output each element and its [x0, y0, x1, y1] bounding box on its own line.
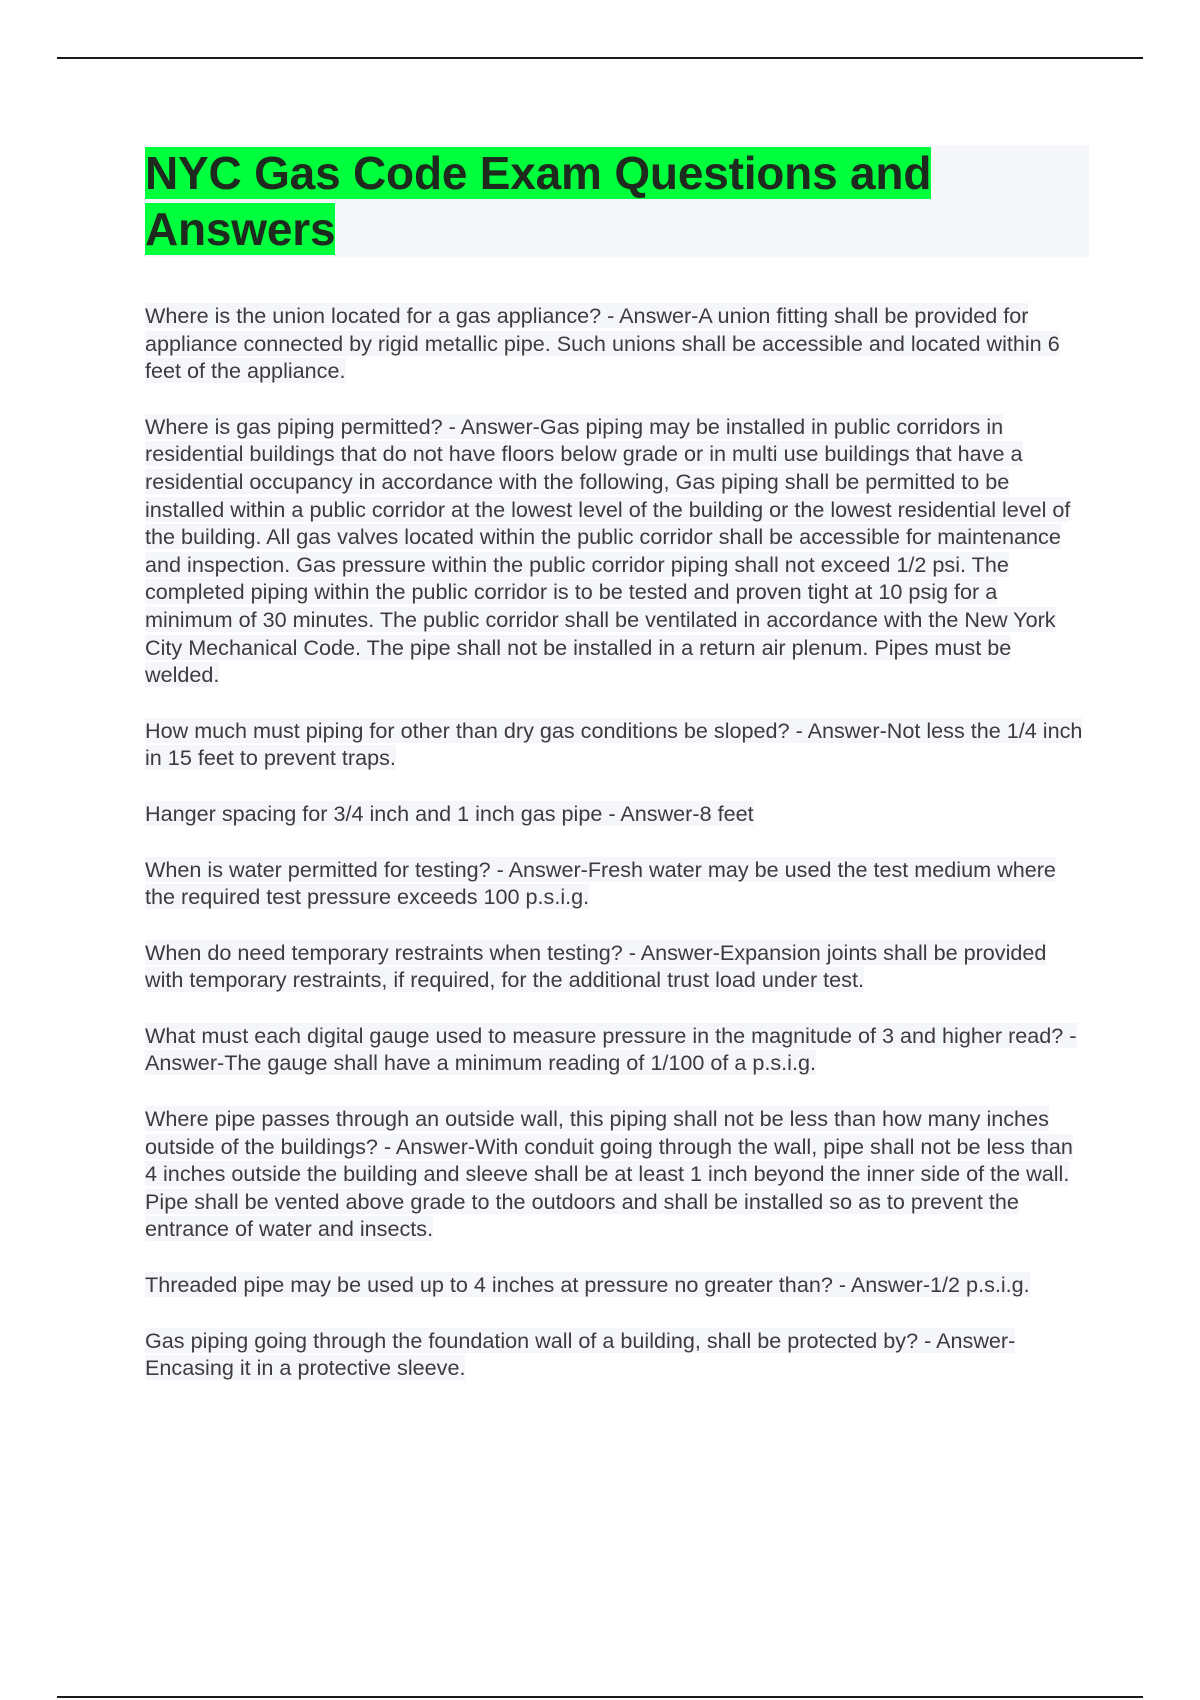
title-highlight: NYC Gas Code Exam Questions and Answers [145, 147, 932, 255]
qa-text: Threaded pipe may be used up to 4 inches at pressure no greater than? - Answer-1/2 p.s.i.g. [145, 1272, 1030, 1298]
qa-text: When is water permitted for testing? - Answer-Fresh water may be used the test medium where the required test pressure exceeds 100 p.s.i.g. [145, 856, 1056, 910]
qa-item-6 [145, 939, 1090, 994]
qa-item-8 [145, 1105, 1090, 1243]
qa-text: Where is the union located for a gas appliance? - Answer-A union fitting shall be provided for appliance connected by rigid metallic pipe. Such unions shall be accessible and located within 6 feet of the appliance. [145, 303, 1060, 384]
qa-text: Gas piping going through the foundation wall of a building, shall be protected by? - Answer-Encasing it in a protective sleeve. [145, 1327, 1016, 1381]
qa-item-2 [145, 413, 1090, 689]
qa-item-7 [145, 1022, 1090, 1077]
qa-text: Where pipe passes through an outside wall, this piping shall not be less than how many inches outside of the buildings? - Answer-With conduit going through the wall, pipe shall not be less than 4 inches outside the building and sleeve shall be at least 1 inch beyond the inner side of the wall. Pipe shall be vented above grade to the outdoors and shall be installed so as to prevent the entrance of water and insects. [145, 1106, 1073, 1242]
document-body [145, 145, 1090, 1410]
qa-text: Where is gas piping permitted? - Answer-Gas piping may be installed in public corridors in residential buildings that do not have floors below grade or in multi use buildings that have a residential occupancy in accordance with the following, Gas piping shall be permitted to be installed within a public corridor at the lowest level of the building or the lowest residential level of the building. All gas valves located within the public corridor shall be accessible for maintenance and inspection. Gas pressure within the public corridor piping shall not exceed 1/2 psi. The completed piping within the public corridor is to be tested and proven tight at 10 psig for a minimum of 30 minutes. The public corridor shall be ventilated in accordance with the New York City Mechanical Code. The pipe shall not be installed in a return air plenum. Pipes must be welded. [145, 413, 1071, 688]
page-title [145, 145, 1089, 257]
top-divider [57, 57, 1143, 59]
qa-item-3 [145, 717, 1090, 772]
qa-text: What must each digital gauge used to measure pressure in the magnitude of 3 and higher read? - Answer-The gauge shall have a minimum reading of 1/100 of a p.s.i.g. [145, 1022, 1077, 1076]
qa-text: How much must piping for other than dry gas conditions be sloped? - Answer-Not less the 1/4 inch in 15 feet to prevent traps. [145, 717, 1083, 771]
qa-text: Hanger spacing for 3/4 inch and 1 inch gas pipe - Answer-8 feet [145, 800, 754, 826]
title-block [145, 145, 1089, 257]
bottom-divider [57, 1696, 1143, 1698]
qa-item-5 [145, 856, 1090, 911]
qa-text: When do need temporary restraints when testing? - Answer-Expansion joints shall be provided with temporary restraints, if required, for the additional trust load under test. [145, 939, 1047, 993]
qa-item-10 [145, 1327, 1090, 1382]
qa-item-9 [145, 1271, 1090, 1299]
qa-item-4 [145, 800, 1090, 828]
qa-item-1 [145, 302, 1090, 385]
